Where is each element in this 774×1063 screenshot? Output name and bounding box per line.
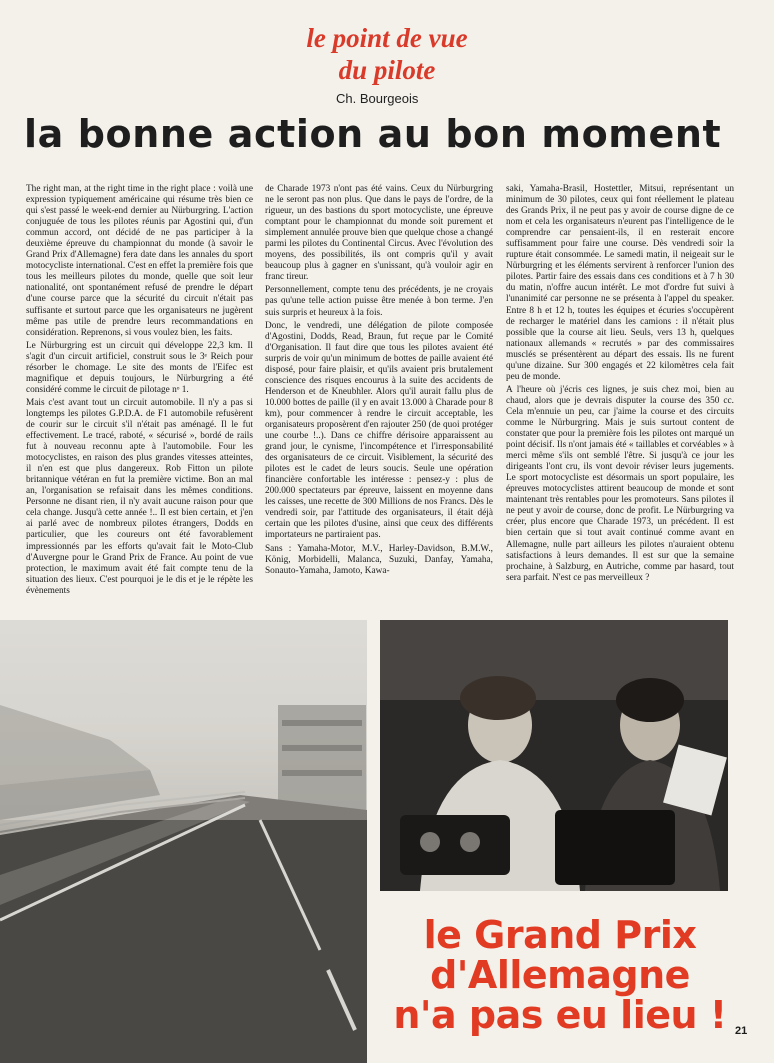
page-number: 21 bbox=[735, 1025, 748, 1037]
paragraph: A l'heure où j'écris ces lignes, je suis chez moi, bien au chaud, alors que je devrais disputer la course des 350 cc. Cela m'ennuie un peu, car j'aime la course et des circuits comme le Nürburgring. Mais je suis surtout content de constater que pour la première fois les pilotes ont marqué un point décisif. Ils n'ont jamais été « taillables et corvéables » à merci même s'ils ont semblé l'être. Si jusqu'à ce jour les dirigeants l'ont cru, ils vont devoir réviser leurs jugements. Le sport motocycliste est désormais un sport populaire, les épreuves motocyclistes attirent beaucoup de monde et sont maintenant très rentables pour les promoteurs. Sans pilotes il ne peut y avoir de course, donc de profit. Le Nürburgring va créer, plus encore que Charade 1973, un précédent. Il est bien certain que si tout avait continué comme avant en Allemagne, nulle part ailleurs les pilotes n'auraient obtenu satisfactions à leurs demandes. Il est sur que la semaine prochaine, à Salzburg, en Autriche, comme par hasard, tout sera parfait. N'est ce pas merveilleux ? bbox=[506, 384, 734, 583]
section-kicker bbox=[0, 22, 774, 86]
paragraph: The right man, at the right time in the right place : voilà une expression typiquement américaine qui résume très bien ce qui s'est passé le week-end dernier au Nürburgring. L'action conjuguée de tous les pilotes réunis par Agostini qui, d'un commun accord, ont décidé de ne pas participer à la deuxième épreuve du championnat du monde (à savoir le Grand Prix d'Allemagne) fera date dans les annales du sport motocycliste international. C'est en effet la première fois que tous les meilleurs pilotes du monde, quelle que soit leur nationalité, ont spontanément refusé de prendre le départ d'une course parce que la sécurité du circuit n'était pas suffisante et surtout parce que les organisateurs ne jugèrent même pas utile de prendre leurs recommandations en considération. Reprenons, si vous voulez bien, les faits. bbox=[26, 184, 253, 338]
text-column-3 bbox=[506, 184, 734, 612]
callout-line-1: le Grand Prix bbox=[423, 913, 697, 957]
kicker-line-1: le point de vue bbox=[306, 23, 468, 53]
paragraph: saki, Yamaha-Brasil, Hostettler, Mitsui, représentant un minimum de 30 pilotes, ceux qui font réellement le plateau des Grands Prix, il ne peut pas y avoir de course digne de ce nom et cela les organisateurs n'eurent pas l'intelligence de le comprendre car pensaient-ils, il en resterait encore suffisamment pour faire une course. Dès vendredi soir la rupture était consommée. Le samedi matin, il neigeait sur le Nürburgring et les éléments servirent à renforcer l'union des pilotes. Partir faire des essais dans ces conditions et à 7 h 30 du matin, n'offre aucun intérêt. Le mot d'ordre fut suivi à l'unanimité car personne ne se présenta à l'appel du speaker. Entre 8 h et 12 h, toutes les équipes et écuries s'occupèrent de recharger le matériel dans les camions : il n'était plus possible que la course ait lieu. Seuls, vers 13 h, quelques nationaux allemands « recrutés » par des commissaires musclés se présentèrent au départ des essais. Ils ne furent qu'une dizaine. Sur 300 engagés et 22 kilomètres cela fait peu de monde. bbox=[506, 184, 734, 382]
paragraph: Le Nürburgring est un circuit qui développe 22,3 km. Il s'agit d'un circuit artificiel, construit sous le 3ᵉ Reich pour résorber le chomage. Le site des monts de l'Eifec est magnifique et depuis toujours, le Nürburgring a été considéré comme le circuit de pilotage nᵒ 1. bbox=[26, 340, 253, 395]
paragraph: Donc, le vendredi, une délégation de pilote composée d'Agostini, Dodds, Read, Braun, fut reçue par le Comité d'Organisation. Il faut dire que tous les pilotes avaient été surpris de voir qu'un minimum de bottes de paille avaient été disposé, pour faire plaisir, et qu'ils avaient pris brutalement conscience des risques encourus à la suite des accidents de Henderson et de Kneubhler. Alors qu'il aurait fallu plus de 10.000 bottes de paille (il y en avait 13.000 à Charade pour 8 km), pour commencer à rendre le circuit acceptable, les organisateurs proposèrent d'en rajouter 250 (de quoi protéger une courbe !..). Dans ce chiffre dérisoire apparaissent au grand jour, le cynisme, l'incompétence et l'irresponsabilité des organisateurs de ce circuit. Visiblement, la sécurité des pilotes est le cadet de leurs soucis. Seule une opération financière confortable les intéresse : pensez-y : plus de 200.000 spectateurs par épreuve, laissent en moyenne dans les caisses, une recette de 300 Millions de nos Francs. Dès le vendredi soir, par l'attitude des organisateurs, il était déjà certain que les pilotes d'usine, ainsi que ceux des différents importateurs ne partiraient pas. bbox=[265, 320, 493, 541]
paragraph: Personnellement, compte tenu des précédents, je ne croyais pas qu'une telle action puisse être menée à bon terme. J'en suis surpris et heureux à la fois. bbox=[265, 285, 493, 318]
circuit-illustration bbox=[0, 620, 367, 1063]
paragraph: Mais c'est avant tout un circuit automobile. Il n'y a pas si longtemps les pilotes G.P.D.A. de F1 automobile refusèrent de courir sur le circuit s'il n'était pas aménagé. Il le fut effectivement. Le tracé, raboté, « sécurisé », bordé de rails fut à nouveau reconnu apte à l'automobile. Four les motocyclistes, en raison des plus grandes vitesses atteintes, il n'en est que plus dangereux. Rob Fitton un pilote britannique vétéran en fut la première victime. Bon an mal an, l'organisation se refaisait dans les mêmes conditions. Personne ne disant rien, il n'y avait aucune raison pour que cela change. Jusqu'à cette année !.. Il est bien certain, et j'en ai parlé avec de nombreux pilotes étrangers, Dodds en particulier, que les coureurs ont été favorablement impressionnés par les efforts qu'avait fait le Moto-Club d'Auvergne pour le Grand Prix de France. Au point de vue protection, le maximum avait été fait compte tenu de la situation des lieux. C'est pourquoi je le dis et je le répète les évènements bbox=[26, 397, 253, 596]
kicker-line-2: du pilote bbox=[338, 55, 436, 85]
callout-line-3: n'a pas eu lieu ! bbox=[393, 993, 727, 1037]
photo-riders bbox=[380, 620, 728, 891]
paragraph: Sans : Yamaha-Motor, M.V., Harley-Davidson, B.M.W., König, Morbidelli, Malanca, Suzuki, Danfay, Yamaha, Sonauto-Yamaha, Jamoto, Kawa- bbox=[265, 543, 493, 576]
riders-illustration bbox=[380, 620, 728, 891]
article-headline: la bonne action au bon moment bbox=[24, 112, 722, 156]
photo-foggy-circuit bbox=[0, 620, 367, 1063]
callout-line-2: d'Allemagne bbox=[430, 953, 690, 997]
author-byline: Ch. Bourgeois bbox=[336, 91, 419, 106]
paragraph: de Charade 1973 n'ont pas été vains. Ceux du Nürburgring ne le seront pas non plus. Que dans le pays de l'ordre, de la rigueur, un des bastions du sport motocycliste, une épreuve comptant pour le championnat du monde soit purement et simplement annulée prouve bien que quelque chose a changé parmi les pilotes du Continental Circus. Avec l'évolution des moyens, des possibilités, ils ont compris qu'il y avait beaucoup plus à gagner en s'unissant, qu'à vouloir agir en franc tireur. bbox=[265, 184, 493, 283]
red-callout-headline bbox=[390, 915, 730, 1035]
text-column-1 bbox=[26, 184, 253, 612]
text-column-2 bbox=[265, 184, 493, 612]
